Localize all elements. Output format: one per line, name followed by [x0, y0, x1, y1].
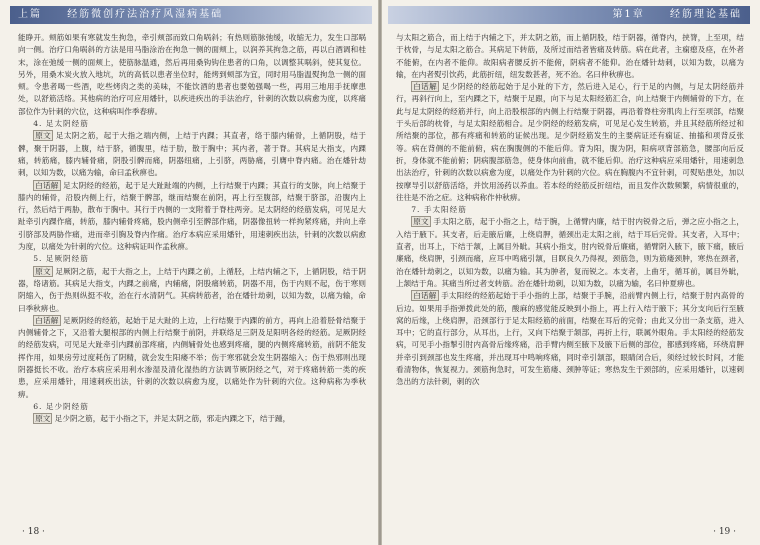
left-page-body — [18, 32, 366, 426]
paragraph — [396, 32, 744, 81]
paragraph-tag: 白话解 — [35, 180, 59, 190]
paragraph-text: 足太阴经的经筋，起于足大趾趾端的内侧，上行结聚于内踝；其直行的支脉，向上结聚于膝内的辅骨，沿股内侧上行，结聚于髀部，继而结聚在前阴，再上行至腹部，结聚于脐部，沿腹内上行，然后结于两胁，散布于胸中。其行于内侧的一支附着于脊柱两旁。足太阴经的经筋发病，可见足大趾牵引内踝作痛，转筋，膝内辅骨疼痛，股内侧牵引至髀部作痛，阴器像扭转一样拘紧疼痛，并向上牵引脐部及两胁作痛，进而牵引胸及脊内作痛。治疗本病应采用燔针，用速刺疾出法，针刺的次数以病愈为度，以痛处为针刺的穴位。这种病证叫作孟秋痹。 — [18, 180, 367, 252]
paragraph-tag: 原文 — [413, 217, 429, 227]
paragraph-tag: 白话解 — [35, 315, 59, 325]
left-running-header — [10, 6, 372, 24]
paragraph-tag: 原文 — [35, 131, 52, 141]
paragraph-text: 与太阳之筋合，而上结于内辅之下，并太阴之筋，而上循阴股，结于阴器，循脊内，挟膂，上至项，结于枕骨，与足太阳之筋合。其病足下转筋，及所过而结者皆痛及转筋。病在此者，主痫瘛及痉，在外者不能俯，在内者不能仰。故阳病者腰反折不能俯，阴病者不能仰。治在燔针劫刺，以知为数，以痛为输，在内者熨引饮药，此筋折纽，纽发数甚者，死不治。名曰仲秋痹也。 — [396, 33, 744, 79]
paragraph — [18, 130, 366, 179]
paragraph-text: 手太阳经的经筋起始于手小指的上部，结聚于手腕，沿前臂内侧上行，结聚于肘内高骨的后边。如果用手指弹拨此处的筋，酸麻的感觉能反映到小指上，再上行入结于腋下；其分支向后行至腋窝的后缘，上绕肩胛，沿颈部行于足太阳经筋的前面，结聚在耳后的完骨；由此又分出一条支筋，进入耳中；它的直行部分，从耳出，上行，又向下结聚于颔部，再折上行，联属外眼角。手太阳经的经筋发病，可见手小指掣引肘内高骨后缘疼痛，沿手臂内侧至腋下及腋下后侧的部位，都感到疼痛，环绕肩胛并牵引到颈部也发生疼痛，并出现耳中鸣响疼痛，同时牵引颔部，眼睛闭合后，须经过较长时间，才能看清物体，恢复视力。颈筋拘急时，可发生筋瘘、颈肿等证；寒热发生于颈部的，应采用燔针，以速刺急出的方法针刺，刺的次 — [396, 291, 745, 387]
section-heading: 6. 足少阴经筋 — [33, 401, 89, 411]
paragraph — [18, 413, 366, 425]
paragraph-tag: 原文 — [35, 414, 51, 424]
paragraph — [18, 180, 366, 254]
paragraph-text: 足少阴之筋，起于小指之下，并足太阴之筋，邪走内踝之下，结于踵， — [54, 414, 291, 424]
paragraph — [396, 216, 744, 290]
paragraph-text: 能睁开。颊筋如果有寒就发生拘急，牵引颊部而致口角㖞斜；有热则筋脉弛缓，收缩无力，发生口部㖞向一侧。治疗口角㖞斜的方法是用马脂涂治在拘急一侧的面颊上，以润养其拘急之筋，再以白酒调和桂末，涂在弛缓一侧的面颊上，使筋脉温通，然后再用桑钩钩住患者的口角，以调整其㖞斜，使其复位。另外，用桑木炭火放入地坑，坑的高低以患者坐位时，能烤到颊部为宜，同时用马脂温熨拘急一侧的面颊。令患者喝一些酒，吃些烤肉之类的美味，不能饮酒的患者也要勉强喝一些，再用三地用手抚摩患处，以舒筋活络。其他病的治疗可应用燔针，以疾进疾出的手法治疗，针刺的次数以病愈为度，以疼痛部位作为针刺的穴位，这种病叫作季春痹。 — [18, 33, 366, 116]
section-heading: 7. 手太阳经筋 — [411, 205, 467, 215]
left-page — [0, 0, 378, 545]
section-heading: 4. 足太阴经筋 — [33, 119, 89, 129]
paragraph-text: 足厥阴经的经筋，起始于足大趾的上边，上行结聚于内踝的前方，再向上沿着胫骨结聚于内侧辅骨之下，又沿着大腿根部的内侧上行结聚于前阴，并联络足三阴及足阳明各经的经筋。足厥阴经的经筋发病，可见足大趾牵引内踝前部疼痛，内侧辅骨处也感到疼痛，腿的内侧疼痛转筋，前阴不能发挥作用，如果房劳过度耗伤了阴精，就会发生阳痿不举；伤于寒邪就会发生阴器缩入；伤于热邪则出现阴器挺长不收。治疗本病应采用利水渗湿及清化湿热的方法调节厥阴经之气，对于疼痛转筋一类的疾患，应采用燔针，用速刺疾出法，针刺的次数以病愈为度，以痛处作为针刺的穴位。这种病称为季秋痹。 — [18, 315, 367, 399]
paragraph — [396, 81, 744, 204]
chapter-label: 第1章 — [612, 9, 645, 20]
paragraph-text: 足太阴之筋，起于大指之端内侧，上结于内踝；其直者，络于膝内辅骨，上循阴股，结于髀，聚于阴器，上腹，结于脐，循腹里，结于肋，散于胸中；其内者，著于脊。其病足大指支，内踝痛，转筋痛，膝内辅骨痛，阴股引髀而痛，阴器纽痛，上引脐，两胁痛，引膺中脊内痛。治在燔针劫刺，以知为数，以痛为输，命曰孟秋痹也。 — [18, 131, 366, 178]
part-label: 上篇 — [18, 9, 42, 20]
paragraph-text: 足厥阴之筋，起于大指之上，上结于内踝之前，上循胫，上结内辅之下，上循阴股，结于阴器，络诸筋。其病足大指支，内踝之前痛，内辅痛，阴股痛转筋，阴器不用，伤于内则不起，伤于寒则阴缩入，伤于热则纵挺不收，治在行水清阴气。其病转筋者，治在燔针劫刺，以知为数，以痛为输，命曰季秋痹也。 — [18, 266, 366, 313]
right-running-header — [388, 6, 750, 24]
paragraph-text: 手太阳之筋，起于小指之上，结于腕，上循臂内廉，结于肘内锐骨之后，弹之应小指之上，入结于腋下。其支者，后走腋后廉，上绕肩胛，循颈出走太阳之前，结于耳后完骨。其支者，入耳中；直者，出耳上，下结于颔，上属目外眦。其病小指支，肘内锐骨后廉痛，循臂阴入腋下，腋下痛，腋后廉痛，绕肩胛，引颈而痛，应耳中鸣痛引颔，目瞑良久乃得视，颈筋急，则为筋瘘颈肿，寒热在颈者，治在燔针劫刺之，以知为数，以痛为输。其为肿者，复而锐之。本支者，上曲牙，循耳前，属目外眦，上颔结于角。其痛当所过者支转筋。治在燔针劫刺，以知为数，以痛为输，名曰仲夏痹也。 — [396, 217, 744, 288]
book-title: 经筋微创疗法治疗风湿病基础 — [67, 9, 224, 20]
paragraph-text: 足少阴经的经筋起始于足小趾的下方，然后进入足心，行于足的内侧，与足太阴经筋并行，再斜行向上，至内踝之下，结聚于足跟，向下与足太阳经筋汇合，向上结聚于内侧辅骨的下方，在此与足太阴经的经筋并行，向上沿股根部的内侧上行结聚于阴器，再沿着脊柱旁肌肉上行至项部，结聚于头后部的枕骨，与足太阳经筋相合。足少阴经的经筋发病，可见足心发生转筋，并且其经筋所经过和所结聚的部位，都有疼痛和转筋的证候出现。足少阴经筋发生的主要病证还有痫证、抽搐和项背反张等。病在背侧的不能前俯，病在胸腹侧的不能后仰。背为阳，腹为阴，阳病项背部筋急，腰部向后反折，身体就不能前俯；阴病腹部筋急，使身体向前曲，就不能后仰。治疗这种病应采用燔针，用速刺急出法治疗，针刺的次数以病愈为度，以痛处作为针刺的穴位。病在胸腹内不宜针刺，可熨贴患处，加以按摩导引以舒筋活络，并饮用汤药以养血。若本经的经筋反折纽结，而且发作次数频繁，病情很重的，往往是不治之症。这种病称作仲秋痹。 — [396, 82, 744, 202]
paragraph — [18, 315, 366, 401]
paragraph-tag: 白话解 — [413, 82, 438, 92]
page-number-left: · 18 · — [22, 527, 45, 537]
paragraph — [18, 32, 366, 118]
right-page-body — [396, 32, 744, 389]
paragraph — [18, 266, 366, 315]
paragraph-tag: 白话解 — [413, 291, 437, 301]
page-number-right: · 19 · — [713, 527, 736, 537]
chapter-title: 经筋理论基础 — [670, 9, 742, 20]
right-page — [382, 0, 760, 545]
paragraph — [396, 290, 744, 388]
paragraph-tag: 原文 — [35, 266, 51, 276]
section-heading: 5. 足厥阴经筋 — [33, 254, 89, 264]
